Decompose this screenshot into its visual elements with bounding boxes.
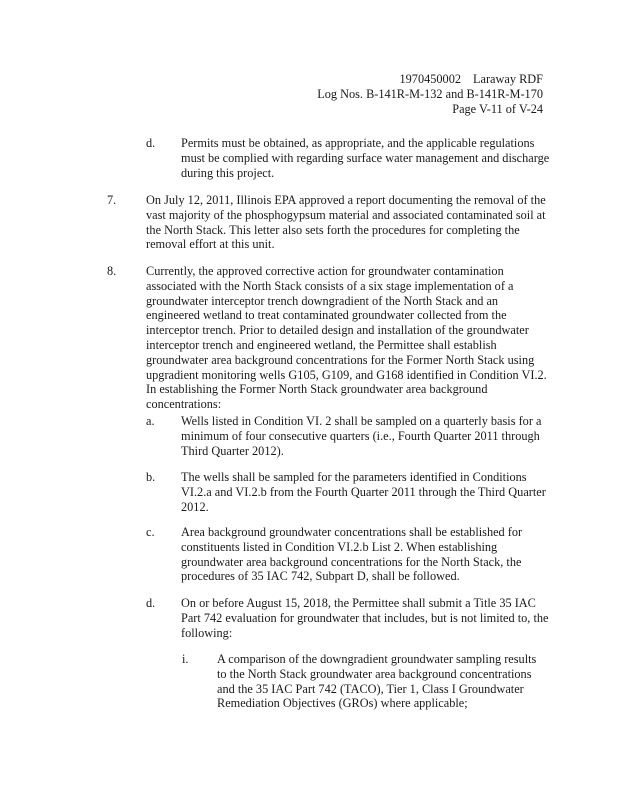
text-line: must be complied with regarding surface water management and discharge (181, 150, 550, 165)
page-number: Page V-11 of V-24 (452, 102, 543, 116)
text-line: In establishing the Former North Stack groundwater area background (146, 382, 488, 397)
text-line: On or before August 15, 2018, the Permittee shall submit a Title 35 IAC (181, 596, 536, 610)
text-line: during this project. (181, 165, 275, 180)
text-line: Currently, the approved corrective action for groundwater contamination (146, 264, 504, 278)
item-8a-text (181, 414, 541, 458)
text-line: engineered wetland to treat contaminated groundwater collected from the (146, 308, 507, 323)
item-8d-label: d. (146, 596, 156, 610)
text-line: The wells shall be sampled for the parameters identified in Conditions (181, 470, 527, 484)
text-line: to the North Stack groundwater area background concentrations (217, 666, 532, 681)
text-line: and the 35 IAC Part 742 (TACO), Tier 1, Class I Groundwater (217, 681, 524, 696)
text-line: following: (181, 625, 233, 640)
item-8-label: 8. (107, 264, 117, 278)
item-7-text (146, 193, 546, 252)
text-line: interceptor trench. Prior to detailed design and installation of the groundwater (146, 323, 529, 338)
text-line: constituents listed in Condition VI.2.b List 2. When establishing (181, 539, 498, 554)
text-line: Permits must be obtained, as appropriate, and the applicable regulations (181, 136, 535, 150)
text-line: VI.2.a and VI.2.b from the Fourth Quarter 2011 through the Third Quarter (181, 484, 546, 499)
text-line: 2012. (181, 499, 209, 514)
text-line: associated with the North Stack consists of a six stage implementation of a (146, 278, 514, 293)
item-8-text (146, 264, 547, 412)
text-line: vast majority of the phosphogypsum material and associated contaminated soil at (146, 207, 546, 222)
item-8d-text (181, 596, 548, 640)
text-line: groundwater interceptor trench downgradient of the North Stack and an (146, 293, 499, 308)
page-header (317, 72, 543, 117)
text-line: Third Quarter 2012). (181, 443, 284, 458)
item-8b-label: b. (146, 470, 156, 484)
doc-id: 1970450002 (399, 72, 461, 86)
item-8a-label: a. (146, 414, 155, 428)
item-7-label: 7. (107, 193, 117, 207)
log-numbers: Log Nos. B-141R-M-132 and B-141R-M-170 (317, 87, 543, 101)
text-line: groundwater area background concentrations for the Former North Stack using (146, 352, 535, 367)
item-8c-label: c. (146, 525, 155, 539)
item-d-permits-text (181, 136, 549, 180)
text-line: removal effort at this unit. (146, 237, 275, 252)
text-line: upgradient monitoring wells G105, G109, and G168 identified in Condition VI.2. (146, 367, 547, 382)
item-8b-text (181, 470, 546, 514)
text-line: Remediation Objectives (GROs) where applicable; (217, 696, 468, 711)
item-8d-i-text (217, 652, 536, 711)
text-line: minimum of four consecutive quarters (i.e., Fourth Quarter 2011 through (181, 428, 540, 443)
text-line: A comparison of the downgradient groundwater sampling results (217, 652, 537, 666)
text-line: Part 742 evaluation for groundwater that includes, but is not limited to, the (181, 610, 549, 625)
item-8d-i-label: i. (182, 652, 189, 666)
text-line: On July 12, 2011, Illinois EPA approved a report documenting the removal of the (146, 193, 546, 207)
text-line: groundwater area background concentrations for the North Stack, the (181, 554, 522, 569)
text-line: Area background groundwater concentrations shall be established for (181, 525, 523, 539)
header-line-1 (317, 72, 543, 87)
item-8c-text (181, 525, 522, 584)
text-line: concentrations: (146, 397, 222, 412)
text-line: the North Stack. This letter also sets forth the procedures for completing the (146, 222, 520, 237)
facility-name: Laraway RDF (472, 72, 543, 86)
item-d-permits-label: d. (146, 136, 156, 150)
text-line: interceptor trench and engineered wetland, the Permittee shall establish (146, 337, 497, 352)
text-line: procedures of 35 IAC 742, Subpart D, shall be followed. (181, 569, 460, 584)
text-line: Wells listed in Condition VI. 2 shall be sampled on a quarterly basis for a (181, 414, 542, 428)
